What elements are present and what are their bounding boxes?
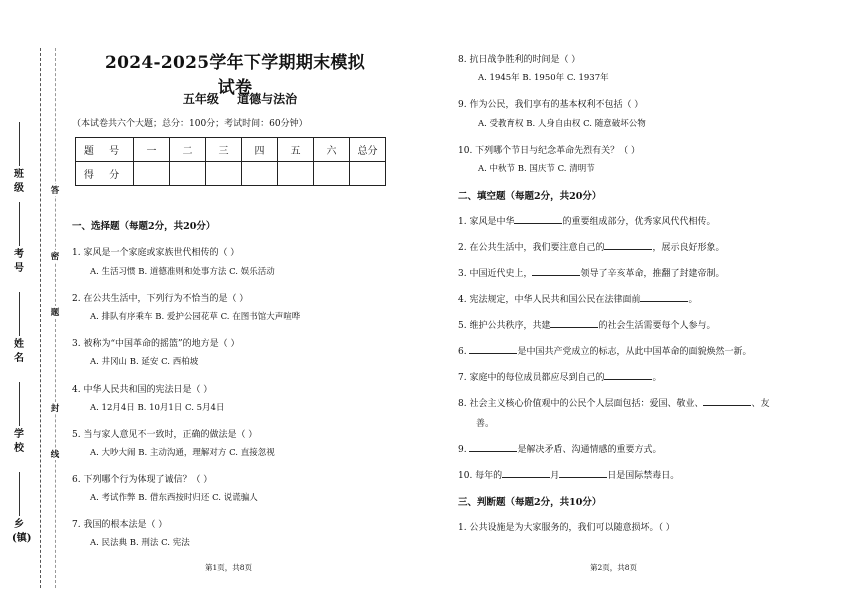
answer-blank[interactable] xyxy=(469,443,517,452)
seal-char: 封 xyxy=(48,402,62,414)
page-footer-right: 第2页，共8页 xyxy=(590,563,638,572)
question: 8. 抗日战争胜利的时间是（ ） xyxy=(458,55,581,65)
score-cell: 得 分 xyxy=(76,162,134,186)
score-cell: 二 xyxy=(170,138,206,162)
score-cell: 六 xyxy=(314,138,350,162)
question: 5. 当与家人意见不一致时，正确的做法是（ ） xyxy=(72,430,258,440)
answer-blank[interactable] xyxy=(604,371,652,380)
score-cell: 一 xyxy=(134,138,170,162)
score-input-cell[interactable] xyxy=(170,162,206,186)
exam-subtitle xyxy=(130,90,350,107)
section-choice-title: 一、选择题（每题2分，共20分） xyxy=(72,221,216,232)
score-input-cell[interactable] xyxy=(278,162,314,186)
score-cell: 四 xyxy=(242,138,278,162)
fill-question: 7. 家庭中的每位成员都应尽到自己的 。 xyxy=(458,373,662,383)
answer-blank[interactable] xyxy=(502,469,550,478)
school-field: 学校 xyxy=(12,380,26,456)
question: 7. 我国的根本法是（ ） xyxy=(72,520,168,530)
question-options: A. 中秋节 B. 国庆节 C. 清明节 xyxy=(478,164,595,174)
question-options: A. 考试作弊 B. 借东西按时归还 C. 说谎骗人 xyxy=(90,493,258,503)
question: 3. 被称为“中国革命的摇篮”的地方是（ ） xyxy=(72,339,240,349)
score-table xyxy=(75,137,386,186)
question-options: A. 排队有序乘车 B. 爱护公园花草 C. 在图书馆大声喧哗 xyxy=(90,312,301,322)
question: 2. 在公共生活中，下列行为不恰当的是（ ） xyxy=(72,294,249,304)
fill-question: 6. 是中国共产党成立的标志，从此中国革命的面貌焕然一新。 xyxy=(458,347,752,357)
score-input-cell[interactable] xyxy=(206,162,242,186)
fill-question-continued: 善。 xyxy=(476,419,495,429)
section-fill-title: 二、填空题（每题2分，共20分） xyxy=(458,191,602,202)
fill-question: 5. 维护公共秩序，共建 的社会生活需要每个人参与。 xyxy=(458,321,716,331)
question-options: A. 受教育权 B. 人身自由权 C. 随意破坏公物 xyxy=(478,119,646,129)
grade: 五年级 xyxy=(182,92,219,106)
answer-blank[interactable] xyxy=(550,319,598,328)
score-input-cell[interactable] xyxy=(350,162,386,186)
fill-question: 3. 中国近代史上， 领导了辛亥革命，推翻了封建帝制。 xyxy=(458,269,725,279)
question-options: A. 井冈山 B. 延安 C. 西柏坡 xyxy=(90,357,199,367)
exam-title: 2024-2025学年下学期期末模拟试卷 xyxy=(104,53,366,98)
section-judge-title: 三、判断题（每题2分，共10分） xyxy=(458,497,602,508)
seal-char: 密 xyxy=(48,250,62,262)
score-table-header-row xyxy=(76,138,386,162)
fill-question: 9. 是解决矛盾、沟通情感的重要方式。 xyxy=(458,445,662,455)
score-input-cell[interactable] xyxy=(314,162,350,186)
question: 9. 作为公民，我们享有的基本权利不包括（ ） xyxy=(458,100,644,110)
binding-margin xyxy=(0,0,68,607)
score-cell: 五 xyxy=(278,138,314,162)
fill-question: 4. 宪法规定，中华人民共和国公民在法律面前 。 xyxy=(458,295,698,305)
township-field: 乡(镇) xyxy=(12,470,26,546)
page-footer-left: 第1页，共8页 xyxy=(205,563,253,572)
score-cell: 总分 xyxy=(350,138,386,162)
answer-blank[interactable] xyxy=(559,469,607,478)
score-cell: 题 号 xyxy=(76,138,134,162)
score-input-cell[interactable] xyxy=(134,162,170,186)
score-cell: 三 xyxy=(206,138,242,162)
fill-question: 10. 每年的 月 日是国际禁毒日。 xyxy=(458,471,680,481)
answer-blank[interactable] xyxy=(514,215,562,224)
name-field: 姓名 xyxy=(12,290,26,366)
fill-question: 2. 在公共生活中，我们要注意自己的 ，展示良好形象。 xyxy=(458,243,725,253)
exam-number-field: 考号 xyxy=(12,200,26,276)
exam-info: （本试卷共六个大题；总分：100分；考试时间：60分钟） xyxy=(72,119,308,129)
fill-question: 8. 社会主义核心价值观中的公民个人层面包括：爱国、敬业、 、友 xyxy=(458,399,770,409)
question: 1. 家风是一个家庭或家族世代相传的（ ） xyxy=(72,248,240,258)
score-input-cell[interactable] xyxy=(242,162,278,186)
seal-dashed-line-inner xyxy=(55,48,56,588)
score-table-score-row xyxy=(76,162,386,186)
answer-blank[interactable] xyxy=(604,241,652,250)
question-options: A. 民法典 B. 刑法 C. 宪法 xyxy=(90,538,190,548)
seal-char: 线 xyxy=(48,448,62,460)
question: 4. 中华人民共和国的宪法日是（ ） xyxy=(72,385,213,395)
question: 6. 下列哪个行为体现了诚信？（ ） xyxy=(72,475,213,485)
fill-question: 1. 家风是中华 的重要组成部分，优秀家风代代相传。 xyxy=(458,217,716,227)
answer-blank[interactable] xyxy=(532,267,580,276)
subject: 道德与法治 xyxy=(237,92,298,106)
question-options: A. 1945年 B. 1950年 C. 1937年 xyxy=(478,73,609,83)
answer-blank[interactable] xyxy=(703,397,751,406)
seal-char: 题 xyxy=(48,306,62,318)
question-options: A. 大吵大闹 B. 主动沟通，理解对方 C. 直接忽视 xyxy=(90,448,275,458)
judge-question: 1. 公共设施是为大家服务的，我们可以随意损坏。（ ） xyxy=(458,523,675,533)
answer-blank[interactable] xyxy=(640,293,688,302)
seal-char: 答 xyxy=(48,184,62,196)
seal-dashed-line xyxy=(40,48,41,588)
question: 10. 下列哪个节日与纪念革命先烈有关？（ ） xyxy=(458,146,641,156)
class-field: 班级 xyxy=(12,120,26,196)
answer-blank[interactable] xyxy=(469,345,517,354)
question-options: A. 12月4日 B. 10月1日 C. 5月4日 xyxy=(90,403,225,413)
question-options: A. 生活习惯 B. 道德准则和处事方法 C. 娱乐活动 xyxy=(90,267,275,277)
